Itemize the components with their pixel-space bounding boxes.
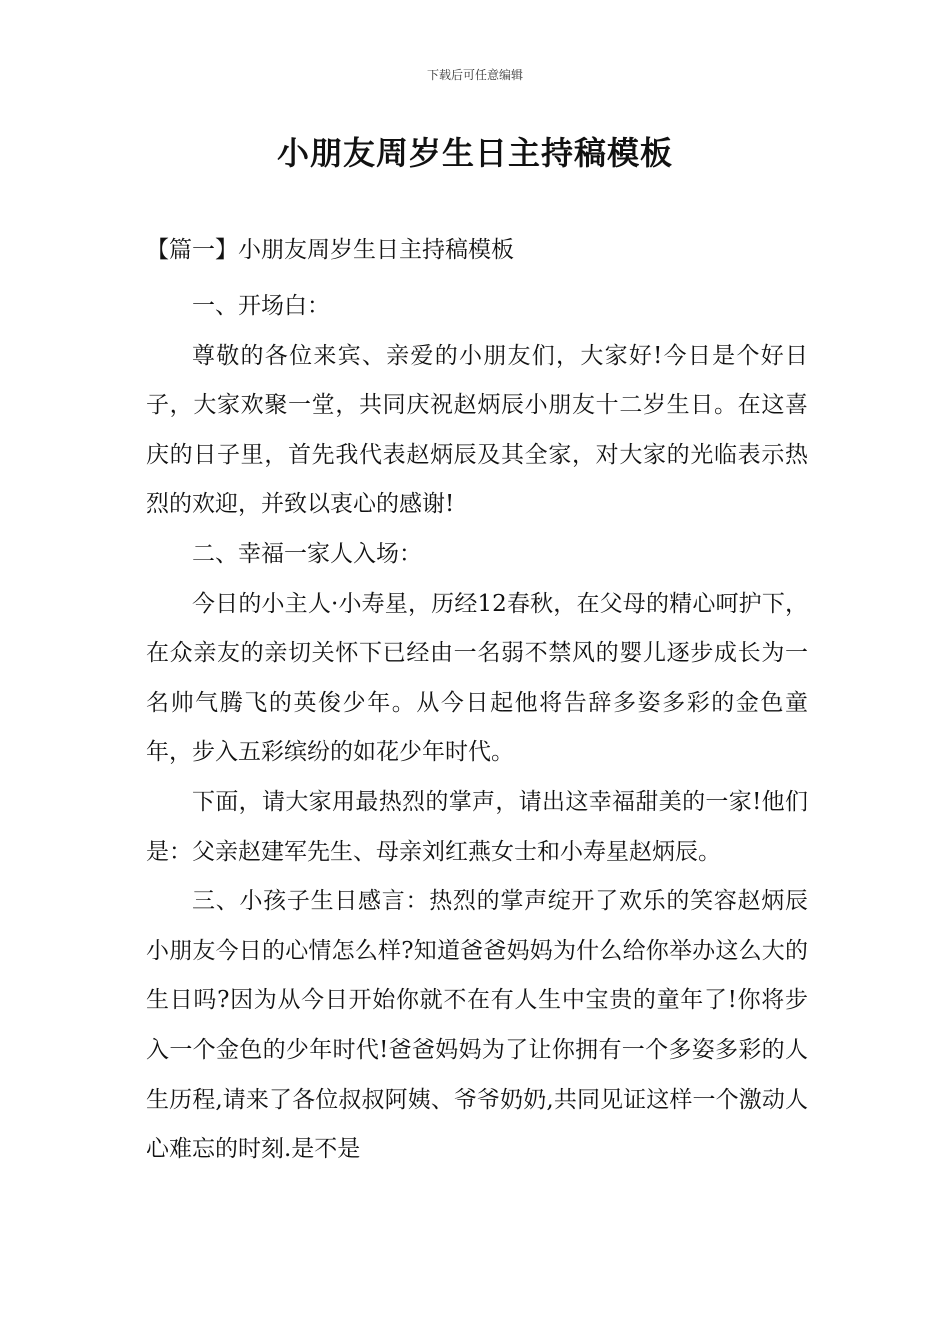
document-body (146, 282, 808, 1175)
paragraph-opening-text: 尊敬的各位来宾、亲爱的小朋友们，大家好!今日是个好日子，大家欢聚一堂，共同庆祝赵炳辰小朋友十二岁生日。在这喜庆的日子里，首先我代表赵炳辰及其全家，对大家的光临表示热烈的欢迎，并致以衷心的感谢! (146, 342, 808, 518)
section-title: 【篇一】小朋友周岁生日主持稿模板 (146, 237, 514, 263)
page-title: 小朋友周岁生日主持稿模板 (276, 134, 673, 172)
paragraph-opening-heading: 一、开场白： (192, 293, 330, 319)
paragraph-applause-text: 下面，请大家用最热烈的掌声，请出这幸福甜美的一家!他们是：父亲赵建军先生、母亲刘红燕女士和小寿星赵炳辰。 (146, 788, 808, 865)
paragraph-family-entrance-heading: 二、幸福一家人入场： (192, 540, 422, 567)
header-note: 下载后可任意编辑 (426, 68, 523, 82)
paragraph-birthday-speech-text: 三、小孩子生日感言：热烈的掌声绽开了欢乐的笑容赵炳辰小朋友今日的心情怎么样?知道爸爸妈妈为什么给你举办这么大的生日吗?因为从今日开始你就不在有人生中宝贵的童年了!你将步入一个金色的少年时代!爸爸妈妈为了让你拥有一个多姿多彩的人生历程,请来了各位叔叔阿姨、爷爷奶奶,共同见证这样一个激动人心难忘的时刻.是不是 (146, 888, 808, 1163)
paragraph-birthday-star-text: 今日的小主人·小寿星，历经12春秋，在父母的精心呵护下，在众亲友的亲切关怀下已经由一名弱不禁风的婴儿逐步成长为一名帅气腾飞的英俊少年。从今日起他将告辞多姿多彩的金色童年，步入五彩缤纷的如花少年时代。 (146, 590, 808, 766)
